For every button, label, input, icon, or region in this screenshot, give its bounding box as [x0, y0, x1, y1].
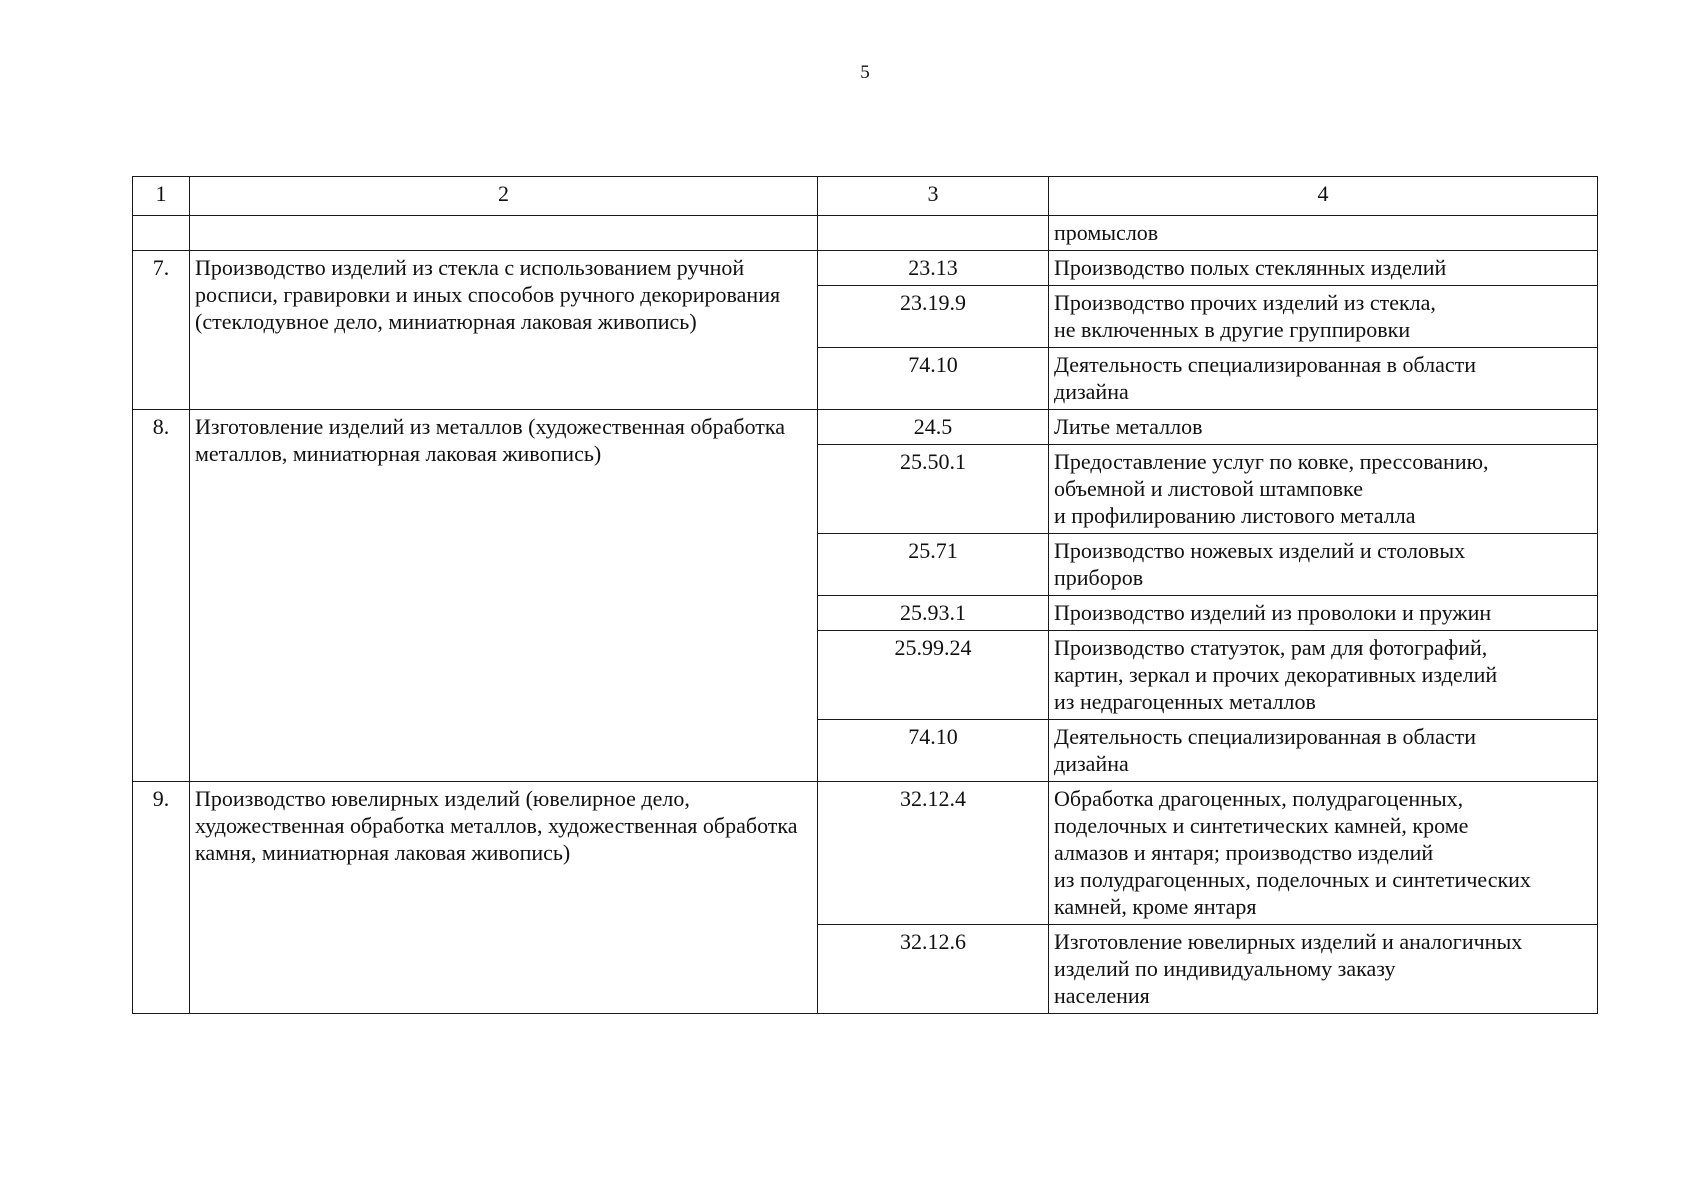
- code-description: Изготовление ювелирных изделий и аналогичных изделий по индивидуальному заказу населения: [1049, 925, 1598, 1014]
- group-activity: Изготовление изделий из металлов (художественная обработка металлов, миниатюрная лаковая живопись): [190, 410, 818, 782]
- activity-code: 74.10: [818, 720, 1049, 782]
- group-activity: Производство изделий из стекла с использованием ручной росписи, гравировки и иных способов ручного декорирования (стеклодувное дело, миниатюрная лаковая живопись): [190, 251, 818, 410]
- table-row: [133, 251, 1598, 286]
- header-col-3: 3: [818, 177, 1049, 216]
- activity-code: 23.13: [818, 251, 1049, 286]
- code-description: Деятельность специализированная в области дизайна: [1049, 348, 1598, 410]
- code-description: Производство прочих изделий из стекла, не включенных в другие группировки: [1049, 286, 1598, 348]
- continuation-activity-cell: [190, 216, 818, 251]
- header-col-4: 4: [1049, 177, 1598, 216]
- header-col-2: 2: [190, 177, 818, 216]
- activity-code: 24.5: [818, 410, 1049, 445]
- group-number: 7.: [133, 251, 190, 410]
- activity-code: 25.93.1: [818, 596, 1049, 631]
- code-description: Обработка драгоценных, полудрагоценных, поделочных и синтетических камней, кроме алмазов и янтаря; производство изделий из полудрагоценных, поделочных и синтетических камней, кроме янтаря: [1049, 782, 1598, 925]
- activity-codes-table: [132, 176, 1598, 1014]
- activity-code: 23.19.9: [818, 286, 1049, 348]
- code-description: Производство полых стеклянных изделий: [1049, 251, 1598, 286]
- code-description: Литье металлов: [1049, 410, 1598, 445]
- activity-code: 25.71: [818, 534, 1049, 596]
- header-col-1: 1: [133, 177, 190, 216]
- code-description: Предоставление услуг по ковке, прессованию, объемной и листовой штамповке и профилированию листового металла: [1049, 445, 1598, 534]
- code-description: Производство изделий из проволоки и пружин: [1049, 596, 1598, 631]
- continuation-row: [133, 216, 1598, 251]
- activity-code: 32.12.6: [818, 925, 1049, 1014]
- code-description: Деятельность специализированная в области дизайна: [1049, 720, 1598, 782]
- continuation-code-cell: [818, 216, 1049, 251]
- page-number: 5: [860, 62, 870, 83]
- continuation-description: промыслов: [1049, 216, 1598, 251]
- table-row: [133, 782, 1598, 925]
- activity-code: 25.99.24: [818, 631, 1049, 720]
- code-description: Производство статуэток, рам для фотографий, картин, зеркал и прочих декоративных изделий из недрагоценных металлов: [1049, 631, 1598, 720]
- table-header-row: [133, 177, 1598, 216]
- group-number: 8.: [133, 410, 190, 782]
- table-row: [133, 410, 1598, 445]
- activity-code: 74.10: [818, 348, 1049, 410]
- continuation-num-cell: [133, 216, 190, 251]
- activity-code: 25.50.1: [818, 445, 1049, 534]
- group-number: 9.: [133, 782, 190, 1014]
- code-description: Производство ножевых изделий и столовых приборов: [1049, 534, 1598, 596]
- group-activity: Производство ювелирных изделий (ювелирное дело, художественная обработка металлов, художественная обработка камня, миниатюрная лаковая живопись): [190, 782, 818, 1014]
- activity-code: 32.12.4: [818, 782, 1049, 925]
